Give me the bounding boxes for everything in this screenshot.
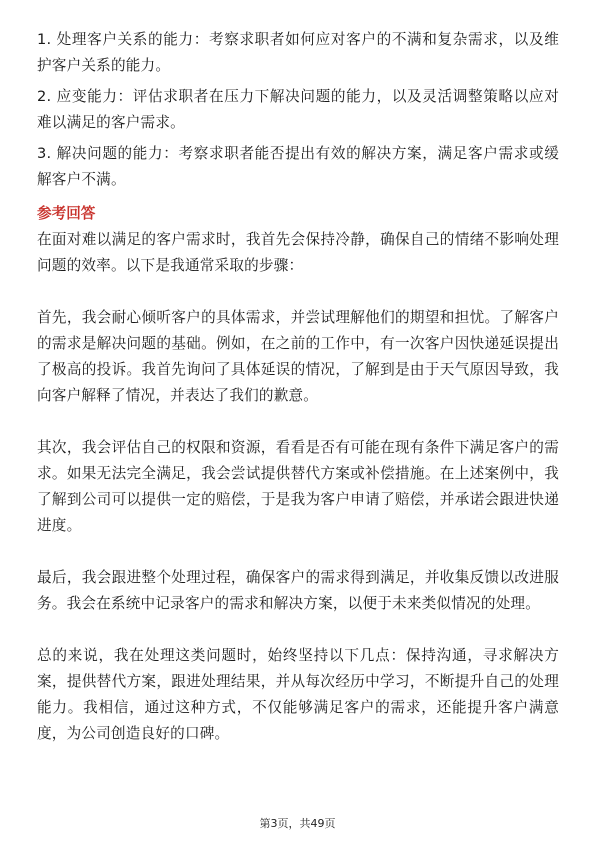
- answer-paragraph: 其次，我会评估自己的权限和资源，看看是否有可能在现有条件下满足客户的需求。如果无法完全满足，我会尝试提供替代方案或补偿措施。在上述案例中，我了解到公司可以提供一定的赔偿，于是我为客户申请了赔偿，并承诺会跟进快递进度。: [37, 439, 559, 534]
- answer-heading: 参考回答: [37, 205, 96, 222]
- criteria-item: 3. 解决问题的能力：考察求职者能否提出有效的解决方案，满足客户需求或缓解客户不满。: [37, 145, 559, 188]
- document-body: [37, 27, 559, 747]
- answer-paragraph: 首先，我会耐心倾听客户的具体需求，并尝试理解他们的期望和担忧。了解客户的需求是解决问题的基础。例如，在之前的工作中，有一次客户因快递延误提出了极高的投诉。我首先询问了具体延误的情况，了解到是由于天气原因导致，我向客户解释了情况，并表达了我们的歉意。: [37, 309, 559, 404]
- evaluation-criteria-list: [37, 27, 559, 193]
- page-number-footer: 第3页，共49页: [259, 817, 336, 830]
- answer-paragraph: 最后，我会跟进整个处理过程，确保客户的需求得到满足，并收集反馈以改进服务。我会在系统中记录客户的需求和解决方案，以便于未来类似情况的处理。: [37, 569, 559, 612]
- answer-paragraph: 在面对难以满足的客户需求时，我首先会保持冷静，确保自己的情绪不影响处理问题的效率。以下是我通常采取的步骤：: [37, 231, 559, 274]
- answer-paragraph: 总的来说，我在处理这类问题时，始终坚持以下几点：保持沟通，寻求解决方案，提供替代方案，跟进处理结果，并从每次经历中学习，不断提升自己的处理能力。我相信，通过这种方式，不仅能够满足客户的需求，还能提升客户满意度，为公司创造良好的口碑。: [37, 647, 559, 742]
- criteria-item: 1. 处理客户关系的能力：考察求职者如何应对客户的不满和复杂需求，以及维护客户关系的能力。: [37, 31, 559, 74]
- criteria-item: 2. 应变能力：评估求职者在压力下解决问题的能力，以及灵活调整策略以应对难以满足的客户需求。: [37, 88, 559, 131]
